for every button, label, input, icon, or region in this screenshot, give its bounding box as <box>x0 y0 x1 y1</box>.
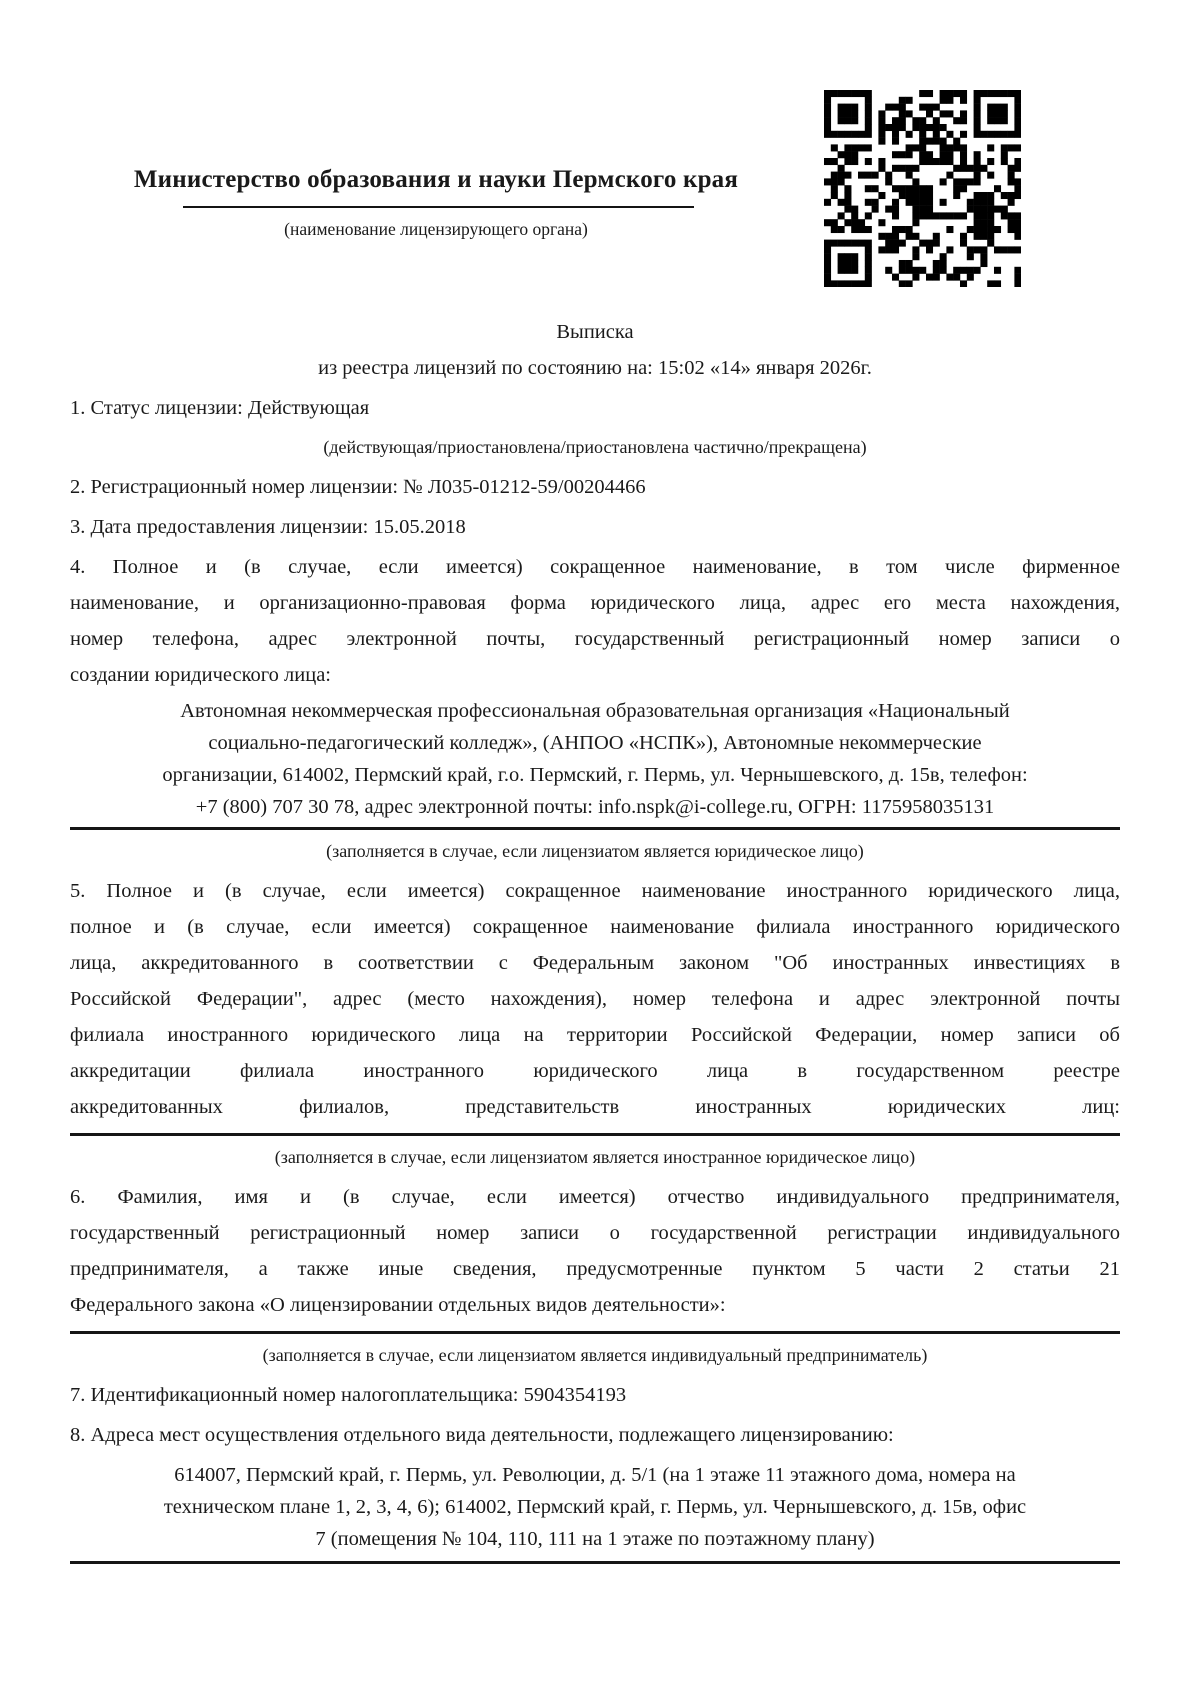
text-line: лица, аккредитованного в соответствии с Федеральным законом "Об иностранных инвестициях в <box>70 952 1120 974</box>
separator-line-entrepreneur <box>70 1331 1120 1334</box>
text-line: Российской Федерации", адрес (место нахождения), номер телефона и адрес электронной почты <box>70 988 1120 1010</box>
text-line: +7 (800) 707 30 78, адрес электронной почты: info.nspk@i-college.ru, ОГРН: 1175958035131 <box>195 796 995 818</box>
foreign-entity-clause <box>70 873 1120 1125</box>
legal-entity-details <box>70 695 1120 823</box>
text-line: предпринимателя, а также иные сведения, предусмотренные пунктом 5 части 2 статьи 21 <box>70 1258 1120 1280</box>
text-line: аккредитованных филиалов, представительств иностранных юридических лиц: <box>70 1096 1120 1118</box>
license-registration-number: 2. Регистрационный номер лицензии: № Л035-01212-59/00204466 <box>70 476 646 498</box>
taxpayer-id: 7. Идентификационный номер налогоплательщика: 5904354193 <box>70 1384 627 1406</box>
text-line: государственный регистрационный номер записи о государственной регистрации индивидуального <box>70 1222 1120 1244</box>
document-subtitle: из реестра лицензий по состоянию на: 15:02 «14» января 2026г. <box>318 357 872 379</box>
text-line: организации, 614002, Пермский край, г.о. Пермский, г. Пермь, ул. Чернышевского, д. 15в, телефон: <box>162 764 1028 786</box>
license-status: 1. Статус лицензии: Действующая <box>70 397 370 419</box>
text-line: 7 (помещения № 104, 110, 111 на 1 этаже по поэтажному плану) <box>315 1528 875 1550</box>
text-line: наименование, и организационно-правовая форма юридического лица, адрес его места нахождения, <box>70 592 1120 614</box>
licensing-authority-caption: (наименование лицензирующего органа) <box>284 219 588 239</box>
document-title: Выписка <box>556 321 634 343</box>
text-line: полное и (в случае, если имеется) сокращенное наименование филиала иностранного юридического <box>70 916 1120 938</box>
entrepreneur-clause <box>70 1179 1120 1323</box>
text-line: 4. Полное и (в случае, если имеется) сокращенное наименование, в том числе фирменное <box>70 556 1120 578</box>
license-status-note: (действующая/приостановлена/приостановлена частично/прекращена) <box>323 437 867 457</box>
entrepreneur-note: (заполняется в случае, если лицензиатом является индивидуальный предприниматель) <box>262 1345 928 1365</box>
separator-line-bottom <box>70 1561 1120 1564</box>
text-line: 5. Полное и (в случае, если имеется) сокращенное наименование иностранного юридического лица, <box>70 880 1120 902</box>
separator-line-foreign-entity <box>70 1133 1120 1136</box>
foreign-entity-note: (заполняется в случае, если лицензиатом является иностранное юридическое лицо) <box>274 1147 916 1167</box>
text-line: социально-педагогический колледж», (АНПОО «НСПК»), Автономные некоммерческие <box>208 732 982 754</box>
text-line: создании юридического лица: <box>70 664 332 686</box>
text-line: техническом плане 1, 2, 3, 4, 6); 614002, Пермский край, г. Пермь, ул. Чернышевского, д. 15в, офис <box>163 1496 1027 1518</box>
license-grant-date: 3. Дата предоставления лицензии: 15.05.2018 <box>70 516 466 538</box>
authority-underline <box>183 206 694 208</box>
qr-code-icon <box>824 90 1022 288</box>
text-line: 614007, Пермский край, г. Пермь, ул. Революции, д. 5/1 (на 1 этаже 11 этажного дома, номера на <box>174 1464 1016 1486</box>
text-line: филиала иностранного юридического лица на территории Российской Федерации, номер записи об <box>70 1024 1120 1046</box>
text-line: Автономная некоммерческая профессиональная образовательная организация «Национальный <box>180 700 1010 722</box>
licensing-authority-name: Министерство образования и науки Пермского края <box>133 166 739 193</box>
text-line: Федерального закона «О лицензировании отдельных видов деятельности»: <box>70 1294 726 1316</box>
separator-line-legal-entity <box>70 827 1120 830</box>
legal-entity-note: (заполняется в случае, если лицензиатом является юридическое лицо) <box>326 841 864 861</box>
legal-entity-clause <box>70 549 1120 693</box>
activity-addresses-label: 8. Адреса мест осуществления отдельного вида деятельности, подлежащего лицензированию: <box>70 1424 894 1446</box>
text-line: номер телефона, адрес электронной почты, государственный регистрационный номер записи о <box>70 628 1120 650</box>
document-body <box>70 314 1120 1564</box>
activity-addresses-details <box>70 1459 1120 1555</box>
text-line: аккредитации филиала иностранного юридического лица в государственном реестре <box>70 1060 1120 1082</box>
text-line: 6. Фамилия, имя и (в случае, если имеется) отчество индивидуального предпринимателя, <box>70 1186 1120 1208</box>
